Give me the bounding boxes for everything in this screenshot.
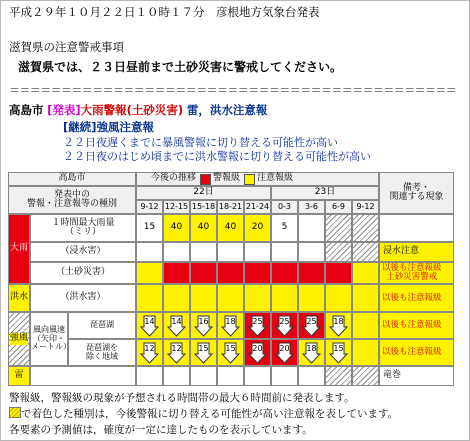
wind-arrow-icon: [248, 315, 267, 337]
inundation-cell: [163, 242, 190, 262]
footer-line-2-wrap: [9, 406, 398, 421]
legend-caution-swatch: [244, 174, 255, 185]
wind-speed-value: 20: [279, 343, 290, 353]
wind-speed-label: 風向風速 （矢印・ メートル）: [30, 312, 68, 366]
wind-sub-other: 琵琶湖を 除く地域: [68, 339, 136, 366]
thunder-cell: [136, 366, 163, 386]
time-header-cell: 9-12: [352, 200, 379, 214]
wind-speed-value: 18: [225, 316, 236, 326]
wind-lake-cell: [271, 312, 298, 339]
wind-lake-cell: [163, 312, 190, 339]
wind-other-cell: [217, 339, 244, 366]
landslide-cell: [244, 262, 271, 284]
day22-header: 22日: [136, 186, 271, 200]
wind-arrow-icon: [275, 315, 294, 337]
inundation-cell: [298, 242, 325, 262]
rain-amount-cell: 20: [244, 214, 271, 242]
flood-cell: [163, 284, 190, 312]
wind-arrow-icon: [275, 342, 294, 364]
thunder-cell: [352, 366, 379, 386]
landslide-cell: [271, 262, 298, 284]
remark-rain-1: [379, 214, 454, 242]
time-header-cell: 21-24: [244, 200, 271, 214]
wind-speed-value: 12: [144, 343, 155, 353]
rain-amount-cell: 5: [271, 214, 298, 242]
thunder-cell: [217, 366, 244, 386]
wind-speed-value: 25: [306, 316, 317, 326]
wind-arrow-icon: [194, 315, 213, 337]
wind-other-cell: [190, 339, 217, 366]
wind-lake-cell: [298, 312, 325, 339]
wind-arrow-icon: [221, 315, 240, 337]
wind-speed-value: 14: [144, 316, 155, 326]
remark-wind-lake: 以後も注意報級: [379, 312, 454, 339]
table-region-label: 高島市: [8, 172, 136, 186]
landslide-cell: [190, 262, 217, 284]
flood-cell: [244, 284, 271, 312]
wind-speed-value: 20: [252, 343, 263, 353]
wind-arrow-icon: [140, 315, 159, 337]
wind-arrow-icon: [248, 342, 267, 364]
wind-speed-value: 25: [279, 316, 290, 326]
time-header-cell: 12-15: [163, 200, 190, 214]
wind-lake-cell: [352, 312, 379, 339]
wind-arrow-icon: [302, 315, 321, 337]
announce-advisory: 雷，洪水注意報: [186, 103, 268, 117]
flood-cell: [298, 284, 325, 312]
wind-arrow-icon: [140, 342, 159, 364]
notice-body: 滋賀県では、２３日昼前まで土砂災害に警戒してください。: [18, 60, 343, 74]
rain-amount-cell: [298, 214, 325, 242]
rain-amount-cell: 40: [163, 214, 190, 242]
time-header-cell: 18-21: [217, 200, 244, 214]
announce-warning: 大雨警報(土砂災害): [80, 103, 184, 117]
rain-row-label-3: （土砂災害）: [30, 262, 136, 284]
wind-lake-cell: [325, 312, 352, 339]
flood-group-label: 洪水: [8, 284, 30, 312]
wind-arrow-icon: [329, 315, 348, 337]
flood-cell: [190, 284, 217, 312]
landslide-cell: [352, 262, 379, 284]
notice-title: 滋賀県の注意警戒事項: [9, 40, 124, 54]
announce-tag: [発表]: [47, 103, 81, 117]
remark-thunder: 竜巻: [379, 366, 454, 386]
remark-landslide: 以後も注意報級 土砂災害警戒: [379, 262, 454, 284]
wind-other-cell: [325, 339, 352, 366]
wind-arrow-icon: [302, 342, 321, 364]
note-line-1: ２２日夜遅くまでに暴風警報に切り替える可能性が高い: [63, 136, 338, 149]
wind-speed-value: 25: [252, 316, 263, 326]
time-header-cell: 9-12: [136, 200, 163, 214]
landslide-cell: [136, 262, 163, 284]
time-header-cell: 0-3: [271, 200, 298, 214]
inundation-cell: [190, 242, 217, 262]
footer-line-1: 警報級，警報級の現象が予想される時間帯の最大６時間前に発表します。: [9, 392, 355, 404]
wind-lake-cell: [217, 312, 244, 339]
thunder-cell: [325, 366, 352, 386]
legend-caution-label: 注意報級: [257, 173, 294, 184]
thunder-group-label: 雷: [8, 366, 30, 386]
thunder-cell: [271, 366, 298, 386]
inundation-cell: [217, 242, 244, 262]
wind-speed-value: 16: [198, 316, 209, 326]
type-header: 発表中の 警報・注意報等の種別: [8, 186, 136, 214]
note-line-2: ２２日夜のはじめ頃までに洪水警報に切り替える可能性が高い: [63, 150, 371, 163]
wind-speed-value: 15: [333, 343, 344, 353]
inundation-cell: [244, 242, 271, 262]
flood-cell: [325, 284, 352, 312]
landslide-cell: [325, 262, 352, 284]
wind-group-label: [8, 312, 30, 366]
time-header-cell: 3-6: [298, 200, 325, 214]
wind-lake-cell: [244, 312, 271, 339]
flood-cell: [271, 284, 298, 312]
region-name: 高島市: [9, 103, 44, 117]
legend-warning-swatch: [200, 174, 211, 185]
wind-other-cell: [136, 339, 163, 366]
footer-line-3: 各要素の予測値は，確度が一定に達したものを表示しています。: [9, 424, 313, 436]
rain-amount-cell: 40: [217, 214, 244, 242]
time-header-cell: 6-9: [325, 200, 352, 214]
wind-other-cell: [352, 339, 379, 366]
wind-lake-cell: [136, 312, 163, 339]
inundation-cell: [325, 242, 352, 262]
forecast-table: [8, 172, 454, 410]
thunder-cell: [163, 366, 190, 386]
rain-row-label-2: （浸水害）: [30, 242, 136, 262]
flood-row-label: （洪水害）: [30, 284, 136, 312]
rain-amount-cell: 15: [136, 214, 163, 242]
wind-arrow-icon: [167, 342, 186, 364]
wind-other-cell: [244, 339, 271, 366]
wind-speed-value: 15: [225, 343, 236, 353]
trend-label: 今後の推移: [151, 173, 197, 184]
hatch-legend-swatch: [9, 407, 21, 418]
issue-time: 平成２９年１０月２２日１０時１７分 彦根地方気象台発表: [9, 5, 320, 19]
footer-line-2: で着色した種別は，今後警報に切り替える可能性が高い注意報を表しています。: [21, 408, 399, 420]
wind-arrow-icon: [221, 342, 240, 364]
wind-speed-value: 15: [198, 343, 209, 353]
continue-items: 強風注意報: [96, 120, 155, 134]
legend-warning-label: 警報級: [213, 173, 241, 184]
remark-wind-other: 以後も注意報級: [379, 339, 454, 366]
thunder-cell: [298, 366, 325, 386]
wind-group-text: 強風: [9, 333, 28, 344]
rain-group-label: 大雨: [8, 214, 30, 284]
landslide-cell: [163, 262, 190, 284]
rain-amount-cell: [325, 214, 352, 242]
time-header-cell: 15-18: [190, 200, 217, 214]
landslide-cell: [217, 262, 244, 284]
inundation-cell: [136, 242, 163, 262]
continue-tag: [継続]: [63, 120, 97, 134]
wind-arrow-icon: [167, 315, 186, 337]
remark-flood: 以後も注意報級: [379, 284, 454, 312]
inundation-cell: [271, 242, 298, 262]
day23-header: 23日: [271, 186, 379, 200]
wind-speed-value: 18: [333, 316, 344, 326]
wind-sub-lake: 琵琶湖: [68, 312, 136, 339]
wind-speed-value: 12: [171, 343, 182, 353]
wind-lake-cell: [190, 312, 217, 339]
thunder-cell: [190, 366, 217, 386]
wind-other-cell: [298, 339, 325, 366]
wind-other-cell: [271, 339, 298, 366]
region-header: [9, 102, 267, 118]
remarks-header: 備考・ 関連する現象: [379, 172, 454, 214]
continue-line: [63, 119, 154, 135]
wind-arrow-icon: [194, 342, 213, 364]
wind-arrow-icon: [329, 342, 348, 364]
remark-inundation: 浸水注意: [379, 242, 454, 262]
wind-speed-value: 18: [306, 343, 317, 353]
rain-row-label-1: １時間最大雨量 （ミリ）: [30, 214, 136, 242]
separator-line: ＝＝＝＝＝＝＝＝＝＝＝＝＝＝＝＝＝＝＝＝＝＝＝＝＝＝＝＝＝＝＝＝＝＝＝＝＝＝＝＝＝＝＝: [9, 84, 457, 97]
thunder-row-label: [30, 366, 136, 386]
trend-header: [136, 172, 379, 186]
flood-cell: [352, 284, 379, 312]
flood-cell: [217, 284, 244, 312]
thunder-cell: [244, 366, 271, 386]
rain-amount-cell: [352, 214, 379, 242]
landslide-cell: [298, 262, 325, 284]
flood-cell: [136, 284, 163, 312]
inundation-cell: [352, 242, 379, 262]
wind-speed-value: 14: [171, 316, 182, 326]
wind-other-cell: [163, 339, 190, 366]
rain-amount-cell: 40: [190, 214, 217, 242]
